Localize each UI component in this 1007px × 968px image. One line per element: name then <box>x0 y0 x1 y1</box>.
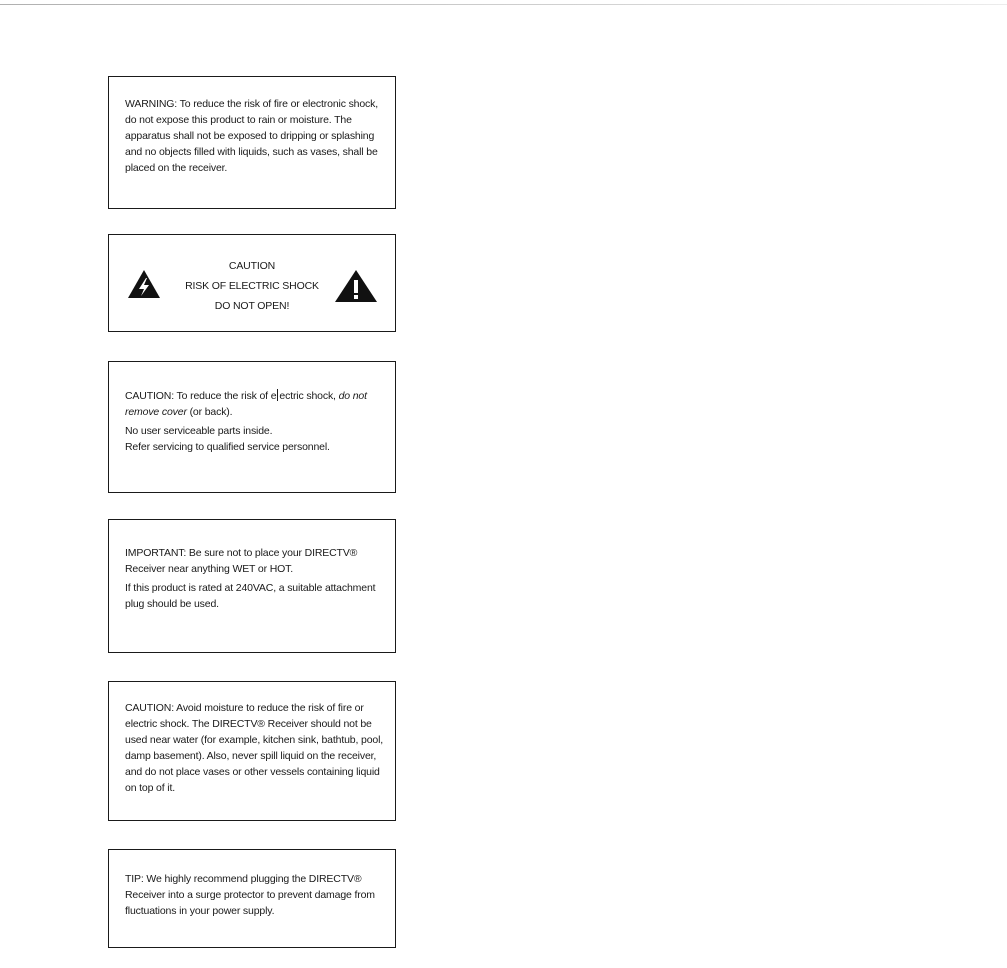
cover-text-italic: do not remove cover <box>125 390 367 418</box>
cover-text-mid: ectric shock, <box>279 390 339 402</box>
shock-caution-text <box>185 256 319 316</box>
refer-servicing-text: Refer servicing to qualified service personnel. <box>125 441 330 453</box>
important-notice-box <box>108 519 396 653</box>
shock-caution-box <box>108 234 396 332</box>
moisture-caution-box <box>108 681 396 821</box>
no-user-parts-text: No user serviceable parts inside. <box>125 425 273 437</box>
cover-caution-text <box>125 388 385 420</box>
shock-line-do-not-open: DO NOT OPEN! <box>214 300 290 312</box>
moisture-caution-text: CAUTION: Avoid moisture to reduce the risk of fire or electric shock. The DIRECTV® Receiver should not be used near water (for example, kitchen sink, bathtub, pool, damp basement). Also, never spill liquid on the receiver, and do not place vases or other vessels containing liquid on top of it. <box>125 702 384 794</box>
warning-text: WARNING: To reduce the risk of fire or electronic shock, do not expose this product to rain or moisture. The apparatus shall not be exposed to dripping or splashing and no objects filled with liquids, such as vases, shall be placed on the receiver. <box>125 98 379 174</box>
cover-text-start: CAUTION: To reduce the risk of e <box>125 390 277 402</box>
shock-line-caution: CAUTION <box>228 260 276 272</box>
exclamation-triangle-icon <box>334 269 378 303</box>
important-text: IMPORTANT: Be sure not to place your DIRECTV® Receiver near anything WET or HOT. <box>125 547 358 575</box>
cover-text-end: (or back). <box>186 406 233 418</box>
tip-text: TIP: We highly recommend plugging the DIRECTV® Receiver into a surge protector to prevent damage from fluctuations in your power supply. <box>125 873 375 917</box>
shock-line-risk: RISK OF ELECTRIC SHOCK <box>185 280 319 292</box>
voltage-text: If this product is rated at 240VAC, a suitable attachment plug should be used. <box>125 582 376 610</box>
top-divider <box>0 4 1007 5</box>
remove-cover-caution-box <box>108 361 396 493</box>
warning-notice-box <box>108 76 396 209</box>
tip-box <box>108 849 396 948</box>
lightning-bolt-triangle-icon <box>127 269 161 299</box>
